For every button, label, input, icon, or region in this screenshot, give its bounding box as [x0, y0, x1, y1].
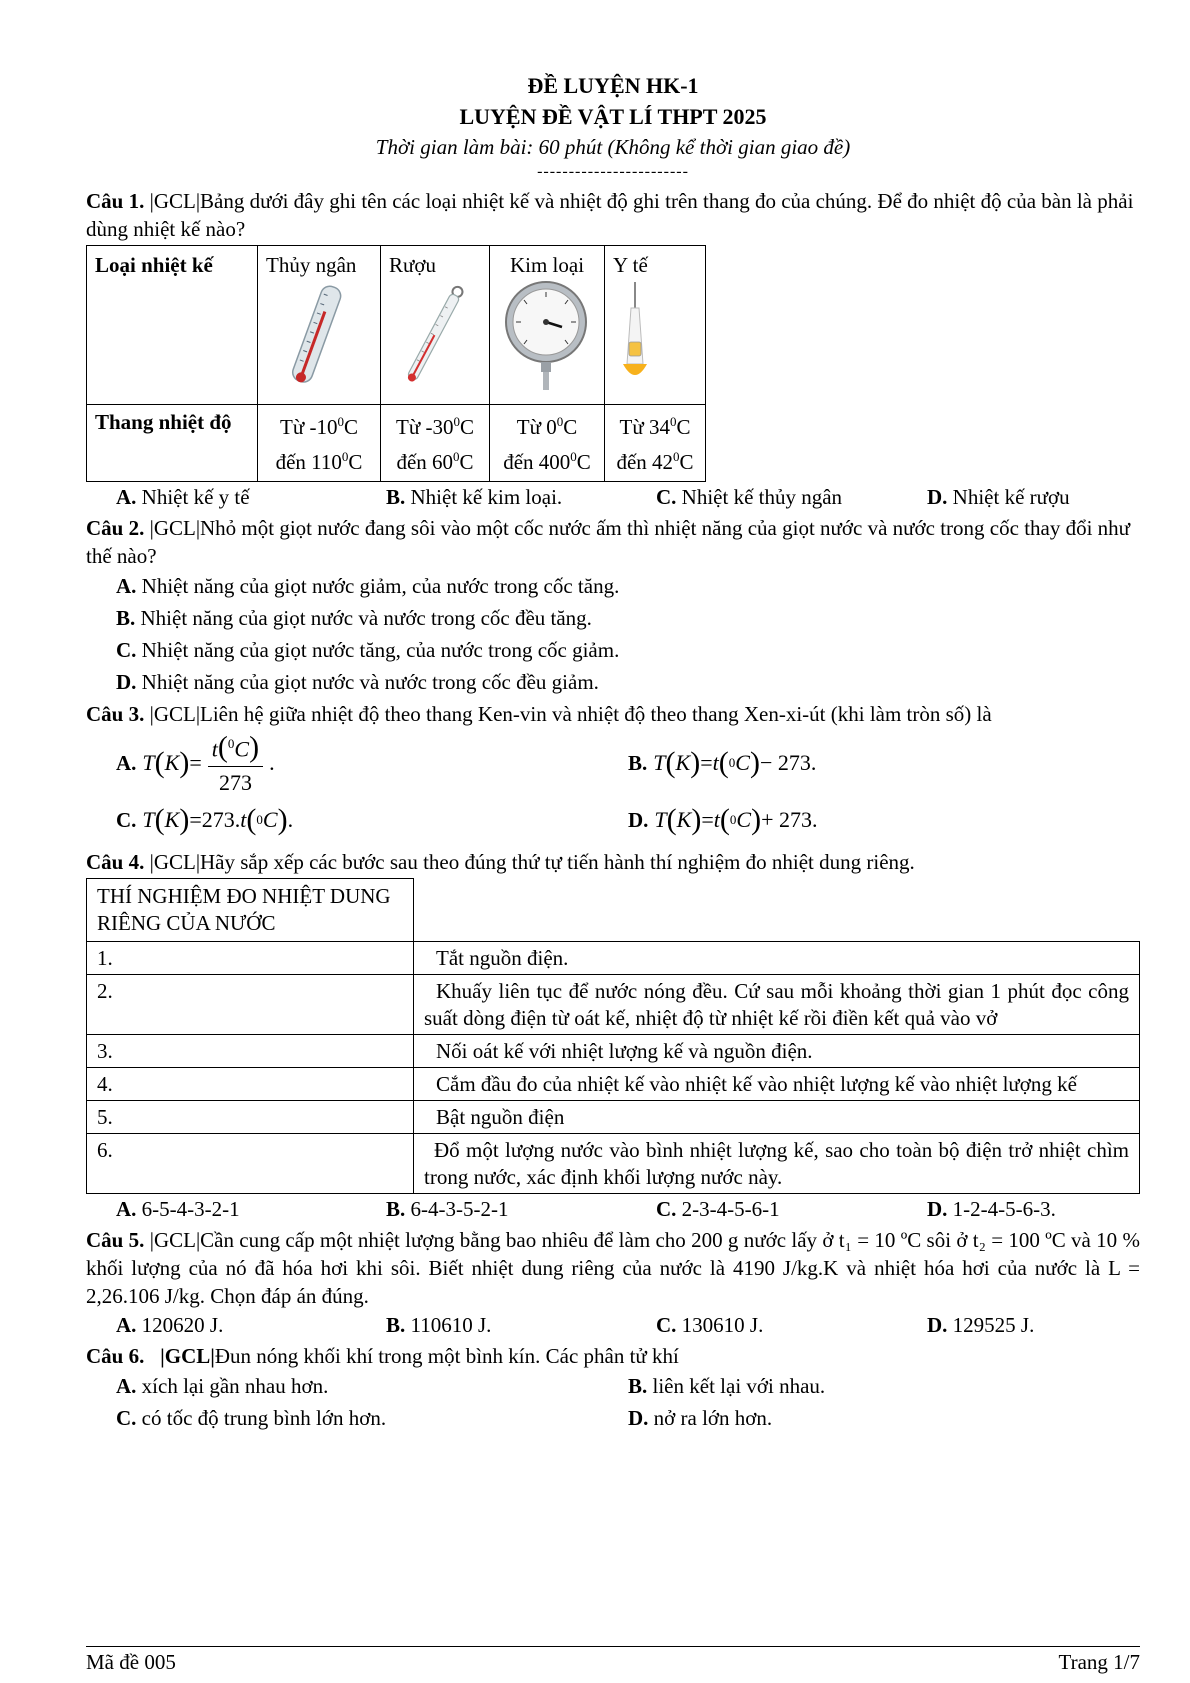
question-4 [86, 848, 1140, 876]
question-4-options [86, 1194, 1140, 1224]
question-5-options [86, 1310, 1140, 1340]
exam-time: Thời gian làm bài: 60 phút (Không kể thời gian giao đề) [375, 135, 851, 159]
option-b[interactable]: B. 6-4-3-5-2-1 [386, 1197, 509, 1221]
question-label: Câu 2. [86, 516, 145, 540]
option-d[interactable]: D. 1-2-4-5-6-3. [927, 1197, 1056, 1221]
type-label: Y tế [613, 253, 648, 277]
question-3 [86, 700, 1140, 728]
exam-code: Mã đề 005 [86, 1650, 176, 1674]
option-a[interactable]: A. xích lại gần nhau hơn. [116, 1374, 329, 1398]
table-header-row [87, 879, 1140, 942]
experiment-steps-table [86, 878, 1140, 1194]
medical-thermometer-icon [613, 280, 673, 392]
question-text: Đun nóng khối khí trong một bình kín. Các phân tử khí [214, 1344, 679, 1368]
question-text: |GCL|Bảng dưới đây ghi tên các loại nhiệt kế và nhiệt độ ghi trên thang đo của chúng. Để đo nhiệt độ của bàn là phải dùng nhiệt kế nào? [86, 189, 1134, 241]
question-text: |GCL|Liên hệ giữa nhiệt độ theo thang Ken-vin và nhiệt độ theo thang Xen-xi-út (khi làm tròn số) là [144, 702, 992, 726]
type-label: Rượu [389, 253, 436, 277]
exam-subtitle: LUYỆN ĐỀ VẬT LÍ THPT 2025 [459, 104, 767, 129]
table-row: 1. Tắt nguồn điện. [87, 942, 1140, 975]
exam-page [86, 70, 1140, 1434]
row-header: Loại nhiệt kế [87, 246, 258, 405]
question-1-options [86, 482, 1140, 512]
option-b[interactable]: B. 110610 J. [386, 1313, 492, 1337]
type-label: Thủy ngân [266, 253, 357, 277]
thermometer-table [86, 245, 706, 482]
question-1 [86, 187, 1140, 243]
option-d[interactable]: D. 129525 J. [927, 1313, 1035, 1337]
thermometer-type-cell [258, 246, 381, 405]
option-a[interactable]: A. 120620 J. [116, 1313, 224, 1337]
option-b[interactable]: B. Nhiệt năng của giọt nước và nước trong cốc đều tăng. [116, 606, 592, 630]
option-c[interactable]: C. T ( K ) = 273. t ( 0 C ) . [116, 803, 294, 836]
option-a[interactable]: A. Nhiệt kế y tế [116, 485, 250, 509]
option-b[interactable]: B. Nhiệt kế kim loại. [386, 485, 563, 509]
option-d[interactable]: D. Nhiệt kế rượu [927, 485, 1070, 509]
range-cell: Từ $0^0C$ đến $400^0C$ [490, 405, 605, 482]
exam-title: ĐỀ LUYỆN HK-1 [527, 73, 699, 98]
fraction: $\frac{t(^0C)}{273}$ [208, 727, 263, 799]
option-d[interactable]: D. nở ra lớn hơn. [628, 1406, 773, 1430]
option-c[interactable]: C. có tốc độ trung bình lớn hơn. [116, 1406, 387, 1430]
question-5 [86, 1226, 1140, 1310]
option-a[interactable]: A. Nhiệt năng của giọt nước giảm, của nước trong cốc tăng. [116, 574, 620, 598]
mercury-thermometer-icon [266, 280, 366, 392]
table-row: 3. Nối oát kế với nhiệt lượng kế và nguồn điện. [87, 1035, 1140, 1068]
header-divider: ------------------------ [537, 163, 689, 180]
option-b[interactable]: B. T ( K ) = t ( 0 C ) − 273 . [628, 746, 817, 779]
thermometer-type-cell [381, 246, 490, 405]
question-6-options-row1 [86, 1370, 1140, 1402]
question-label: Câu 4. [86, 850, 145, 874]
range-cell: Từ $34^0C$ đến $42^0C$ [605, 405, 706, 482]
thermometer-types-row [87, 246, 706, 405]
question-label: Câu 3. [86, 702, 145, 726]
formula-row-ab [86, 728, 1140, 798]
question-text: |GCL|Hãy sắp xếp các bước sau theo đúng thứ tự tiến hành thí nghiệm đo nhiệt dung riêng. [144, 850, 915, 874]
option-c[interactable]: C. Nhiệt năng của giọt nước tăng, của nước trong cốc giảm. [116, 638, 620, 662]
table-title: THÍ NGHIỆM ĐO NHIỆT DUNG RIÊNG CỦA NƯỚC [87, 879, 414, 942]
option-c[interactable]: C. 2-3-4-5-6-1 [656, 1197, 780, 1221]
table-row: 4. Cắm đầu đo của nhiệt kế vào nhiệt kế vào nhiệt lượng kế vào nhiệt lượng kế [87, 1068, 1140, 1101]
table-row: 6. Đổ một lượng nước vào bình nhiệt lượng kế, sao cho toàn bộ điện trở nhiệt chìm trong nước, xác định khối lượng nước này. [87, 1134, 1140, 1194]
option-a[interactable]: A. T ( K ) = $\frac{t(^0C)}{273}$ . [116, 727, 628, 799]
table-row: 2. Khuấy liên tục để nước nóng đều. Cứ sau mỗi khoảng thời gian 1 phút đọc công suất dòng điện từ oát kế, nhiệt độ từ nhiệt kế rồi điền kết quả vào vở [87, 975, 1140, 1035]
range-cell: Từ $-30^0C$ đến $60^0C$ [381, 405, 490, 482]
option-a[interactable]: A. 6-5-4-3-2-1 [116, 1197, 240, 1221]
row-header: Thang nhiệt độ [87, 405, 258, 482]
table-row: 5. Bật nguồn điện [87, 1101, 1140, 1134]
question-text: |GCL|Nhỏ một giọt nước đang sôi vào một cốc nước ấm thì nhiệt năng của giọt nước và nước trong cốc thay đổi như thế nào? [86, 516, 1131, 568]
range-cell: Từ $-10^0C$ đến $110^0C$ [258, 405, 381, 482]
question-6-options-row2 [86, 1402, 1140, 1434]
temperature-range-row [87, 405, 706, 482]
thermometer-type-cell [490, 246, 605, 405]
page-number: Trang 1/7 [1058, 1650, 1140, 1674]
exam-header [86, 70, 1140, 181]
option-d[interactable]: D. Nhiệt năng của giọt nước và nước trong cốc đều giảm. [116, 670, 599, 694]
option-b[interactable]: B. liên kết lại với nhau. [628, 1374, 826, 1398]
formula-row-cd [86, 798, 1140, 842]
question-text: |GCL|Cần cung cấp một nhiệt lượng bằng bao nhiêu để làm cho 200 g nước lấy ở t₁ = 10 ºC sôi ở t₂ = 100 ºC và 10 % khối lượng của nó đã hóa hơi khi sôi. Biết nhiệt dung riêng của nước là 4190 J/kg.K và nhiệt hóa hơi của nước là L = 2,26.106 J/kg. Chọn đáp án đúng. [86, 1228, 1140, 1308]
option-c[interactable]: C. Nhiệt kế thủy ngân [656, 485, 843, 509]
option-c[interactable]: C. 130610 J. [656, 1313, 764, 1337]
question-label: Câu 5. [86, 1228, 145, 1252]
option-d[interactable]: D. T ( K ) = t ( 0 C ) + 273 . [628, 803, 818, 836]
metal-dial-thermometer-icon [498, 280, 594, 392]
alcohol-thermometer-icon [389, 280, 479, 392]
type-label: Kim loại [509, 253, 585, 277]
question-label: Câu 1. [86, 189, 145, 213]
question-6: Câu 6. |GCL|Đun nóng khối khí trong một bình kín. Các phân tử khí [86, 1344, 679, 1368]
question-2 [86, 514, 1140, 570]
thermometer-type-cell [605, 246, 706, 405]
page-footer [86, 1646, 1140, 1675]
question-label: Câu 6. [86, 1344, 145, 1368]
